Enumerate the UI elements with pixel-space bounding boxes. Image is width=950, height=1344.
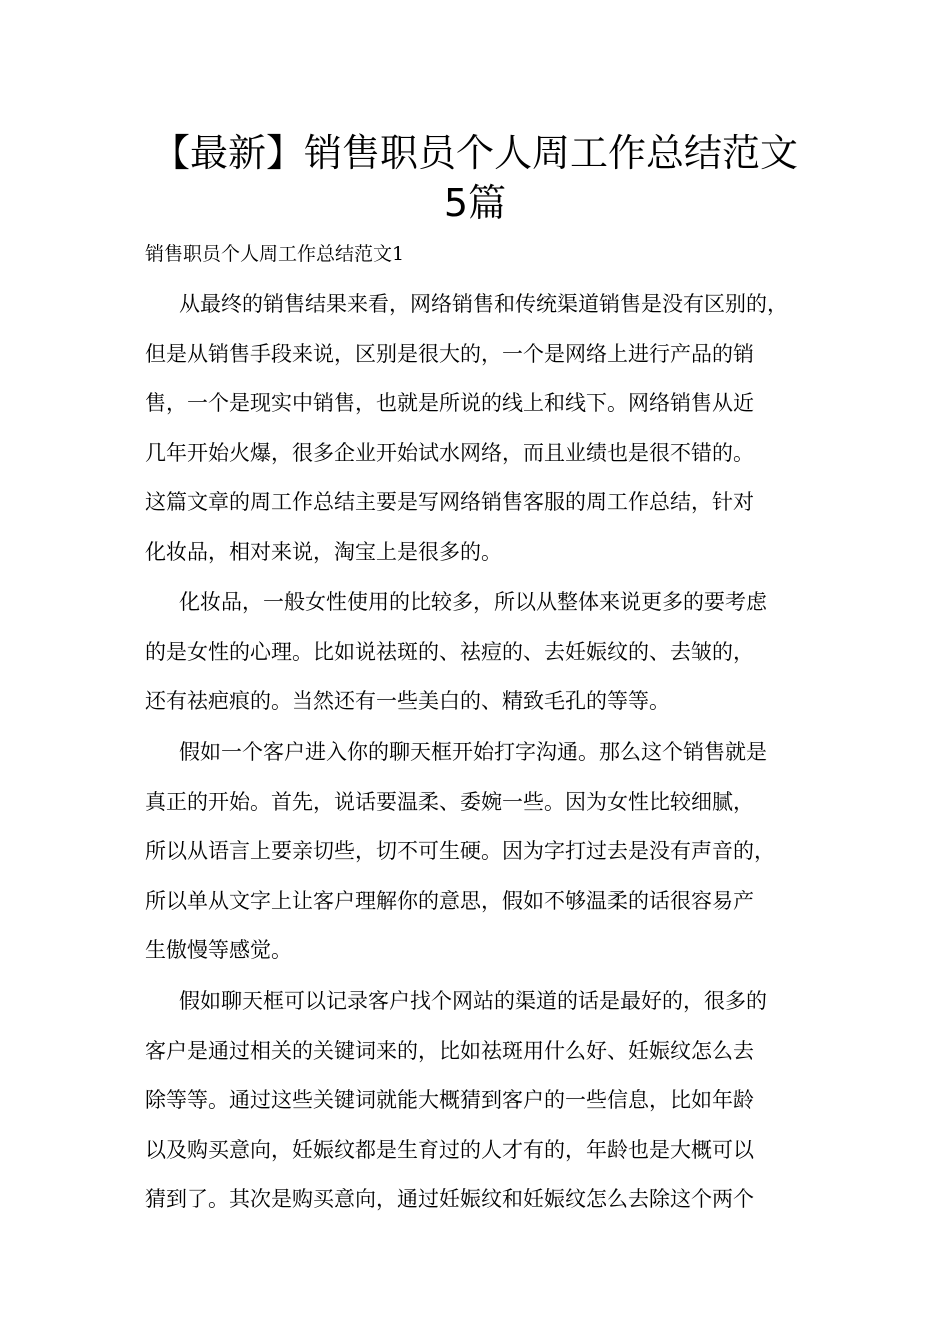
paragraph-line: 几年开始火爆，很多企业开始试水网络，而且业绩也是很不错的。 [145,440,754,465]
section-heading: 销售职员个人周工作总结范文1 [145,243,405,265]
paragraph-line: 假如一个客户进入你的聊天框开始打字沟通。那么这个销售就是 [179,740,767,764]
paragraph-line: 所以从语言上要亲切些，切不可生硬。因为字打过去是没有声音的， [145,839,775,863]
paragraph-line: 所以单从文字上让客户理解你的意思，假如不够温柔的话很容易产 [145,888,754,913]
paragraph-line: 以及购买意向，妊娠纹都是生育过的人才有的，年龄也是大概可以 [145,1137,754,1162]
paragraph-line: 除等等。通过这些关键词就能大概猜到客户的一些信息，比如年龄 [145,1088,754,1112]
paragraph-line: 假如聊天框可以记录客户找个网站的渠道的话是最好的，很多的 [179,989,767,1013]
paragraph-line: 真正的开始。首先，说话要温柔、委婉一些。因为女性比较细腻， [145,789,754,814]
paragraph-line: 这篇文章的周工作总结主要是写网络销售客服的周工作总结，针对 [145,490,754,514]
paragraph-line: 但是从销售手段来说，区别是很大的，一个是网络上进行产品的销 [145,341,754,366]
paragraph-line: 生傲慢等感觉。 [145,938,292,962]
paragraph-3 [145,728,825,976]
paragraph-line: 客户是通过相关的关键词来的，比如祛斑用什么好、妊娠纹怎么去 [145,1038,754,1063]
paragraph-line: 的是女性的心理。比如说祛斑的、祛痘的、去妊娠纹的、去皱的， [145,639,754,664]
paragraph-1 [145,280,825,577]
paragraph-line: 售，一个是现实中销售，也就是所说的线上和线下。网络销售从近 [145,391,754,415]
paragraph-line: 从最终的销售结果来看，网络销售和传统渠道销售是没有区别的， [179,292,788,316]
paragraph-line: 化妆品，一般女性使用的比较多，所以从整体来说更多的要考虑 [179,590,767,614]
document-title-line-1: 【最新】销售职员个人周工作总结范文 [151,131,798,175]
paragraph-line: 化妆品，相对来说，淘宝上是很多的。 [145,539,502,564]
paragraph-2 [145,578,825,727]
paragraph-4 [145,977,825,1225]
paragraph-line: 还有祛疤痕的。当然还有一些美白的、精致毛孔的等等。 [145,689,670,713]
document-title-line-2: 5篇 [443,181,507,225]
paragraph-line: 猜到了。其次是购买意向，通过妊娠纹和妊娠纹怎么去除这个两个 [145,1187,754,1211]
